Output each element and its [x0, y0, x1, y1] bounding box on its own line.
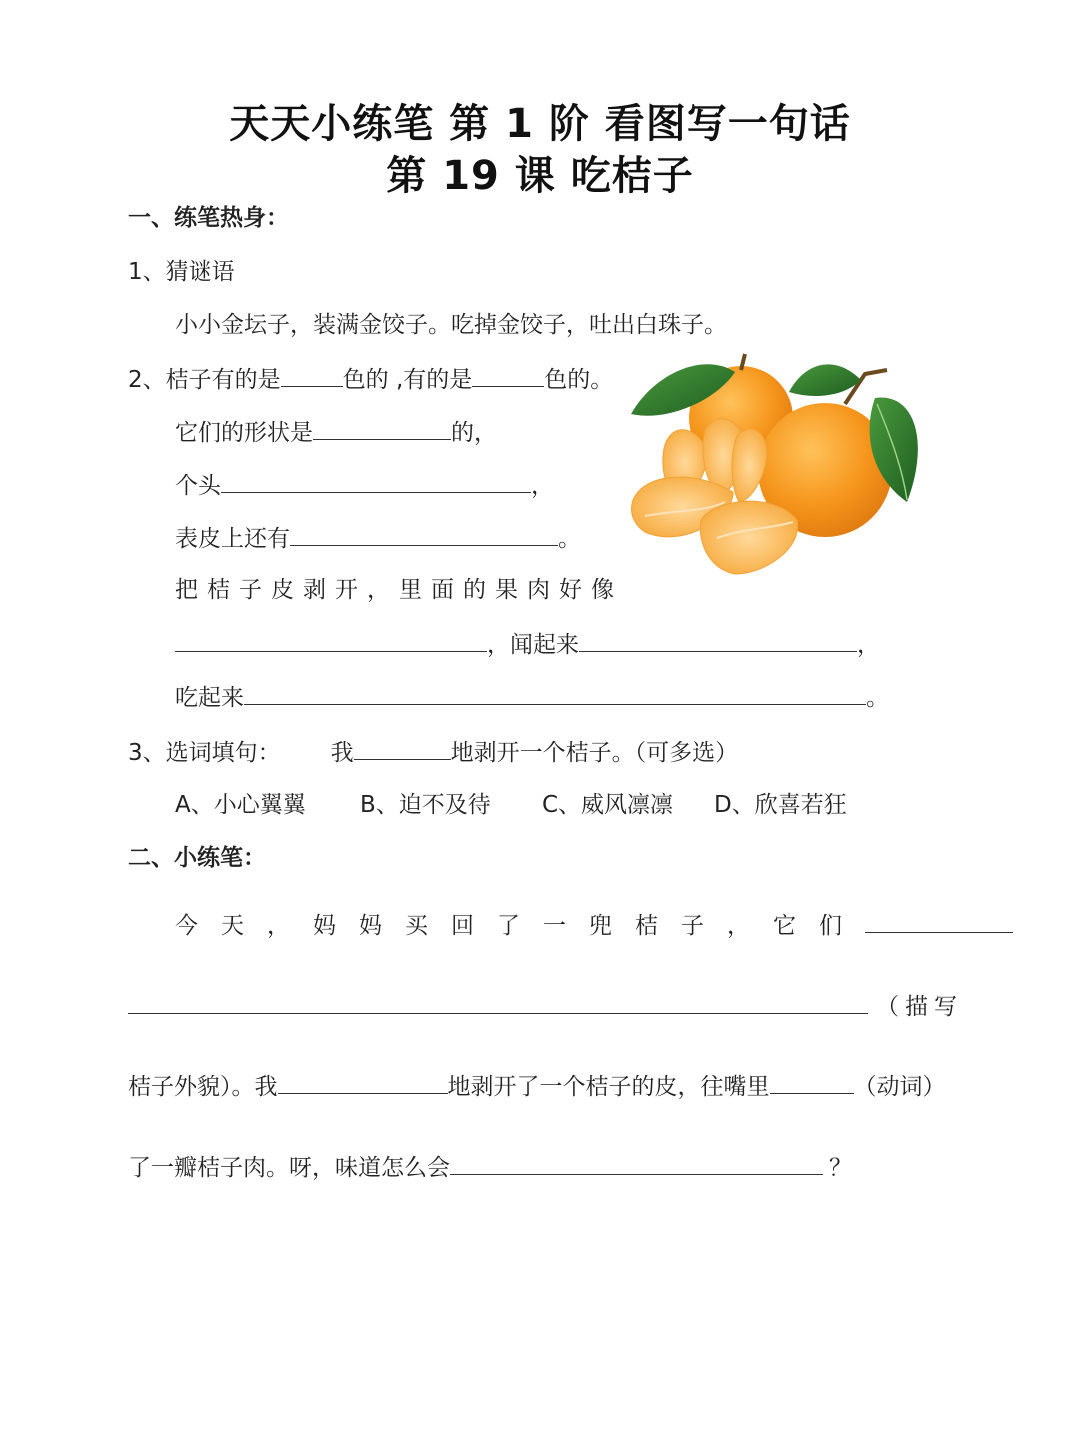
essay-line-3-a: 桔子外貌）。我 [128, 1074, 278, 1100]
title-line-2: 第 19 课 吃桔子 [386, 153, 694, 199]
essay-blank-4[interactable] [450, 1150, 823, 1175]
q3-sentence-pre: 我 [330, 740, 354, 766]
shape-label: 它们的形状是 [175, 420, 313, 446]
size-suffix: ， [531, 473, 554, 499]
q2-smell-line [175, 627, 880, 661]
taste-suffix: 。 [866, 685, 889, 711]
essay-blank-1[interactable] [865, 908, 1013, 933]
shape-suffix: 的， [451, 420, 497, 446]
oranges-photo-icon [625, 352, 930, 584]
essay-line-3-b: 地剥开了一个桔子的皮，往嘴里 [447, 1074, 770, 1100]
option-a[interactable]: A、小心翼翼 [175, 792, 306, 818]
essay-line-4 [128, 1150, 852, 1184]
shape-blank[interactable] [313, 415, 451, 440]
color-blank-1[interactable] [281, 362, 343, 387]
q1-riddle: 小小金坛子，装满金饺子。吃掉金饺子，吐出白珠子。 [175, 312, 727, 338]
q3-label: 3、选词填句： [128, 740, 281, 766]
size-label: 个头 [175, 473, 221, 499]
q3-line [128, 735, 738, 769]
skin-suffix: 。 [558, 526, 581, 552]
q2-part-c: 色的。 [544, 367, 614, 393]
q3-blank[interactable] [354, 735, 451, 760]
essay-blank-verb[interactable] [770, 1069, 854, 1094]
title-line-1: 天天小练笔 第 1 阶 看图写一句话 [229, 101, 851, 147]
q1-label: 1、猜谜语 [128, 259, 235, 285]
essay-line-1-text: 今天，妈妈买回了一兜桔子，它们 [175, 913, 865, 939]
q2-shape-line [175, 415, 497, 449]
option-b[interactable]: B、迫不及待 [360, 792, 491, 818]
essay-line-2 [128, 989, 963, 1023]
essay-line-3 [128, 1069, 946, 1103]
leaf-icon [789, 364, 861, 396]
color-blank-2[interactable] [472, 362, 544, 387]
q2-skin-line [175, 521, 581, 555]
smell-suffix: ， [857, 632, 880, 658]
q3-sentence-post: 地剥开一个桔子。（可多选） [450, 740, 739, 766]
taste-blank[interactable] [244, 680, 866, 705]
smell-blank[interactable] [579, 627, 857, 652]
q2-part-a: 2、桔子有的是 [128, 367, 281, 393]
q2-size-line [175, 468, 554, 502]
taste-label: 吃起来 [175, 685, 244, 711]
essay-line-4-suffix: ？ [829, 1155, 852, 1181]
q2-color-line [128, 362, 613, 396]
essay-line-4-text: 了一瓣桔子肉。呀，味道怎么会 [128, 1155, 450, 1181]
q2-flesh-line: 把桔子皮剥开，里面的果肉好像 [175, 577, 623, 603]
section2-heading: 二、小练笔： [128, 845, 266, 871]
size-blank[interactable] [221, 468, 531, 493]
skin-label: 表皮上还有 [175, 526, 290, 552]
essay-blank-2[interactable] [128, 989, 868, 1014]
skin-blank[interactable] [290, 521, 558, 546]
essay-line-1 [175, 908, 1013, 942]
essay-blank-3[interactable] [278, 1069, 448, 1094]
q2-taste-line [175, 680, 889, 714]
option-c[interactable]: C、威风凛凛 [542, 792, 674, 818]
essay-line-2-suffix: （描写 [876, 994, 963, 1020]
flesh-blank[interactable] [175, 627, 487, 652]
smell-label: ，闻起来 [487, 632, 579, 658]
section1-heading: 一、练笔热身： [128, 205, 289, 231]
essay-line-3-c: （动词） [853, 1074, 946, 1100]
q2-part-b: 色的 ,有的是 [342, 367, 473, 393]
option-d[interactable]: D、欣喜若狂 [714, 792, 847, 818]
